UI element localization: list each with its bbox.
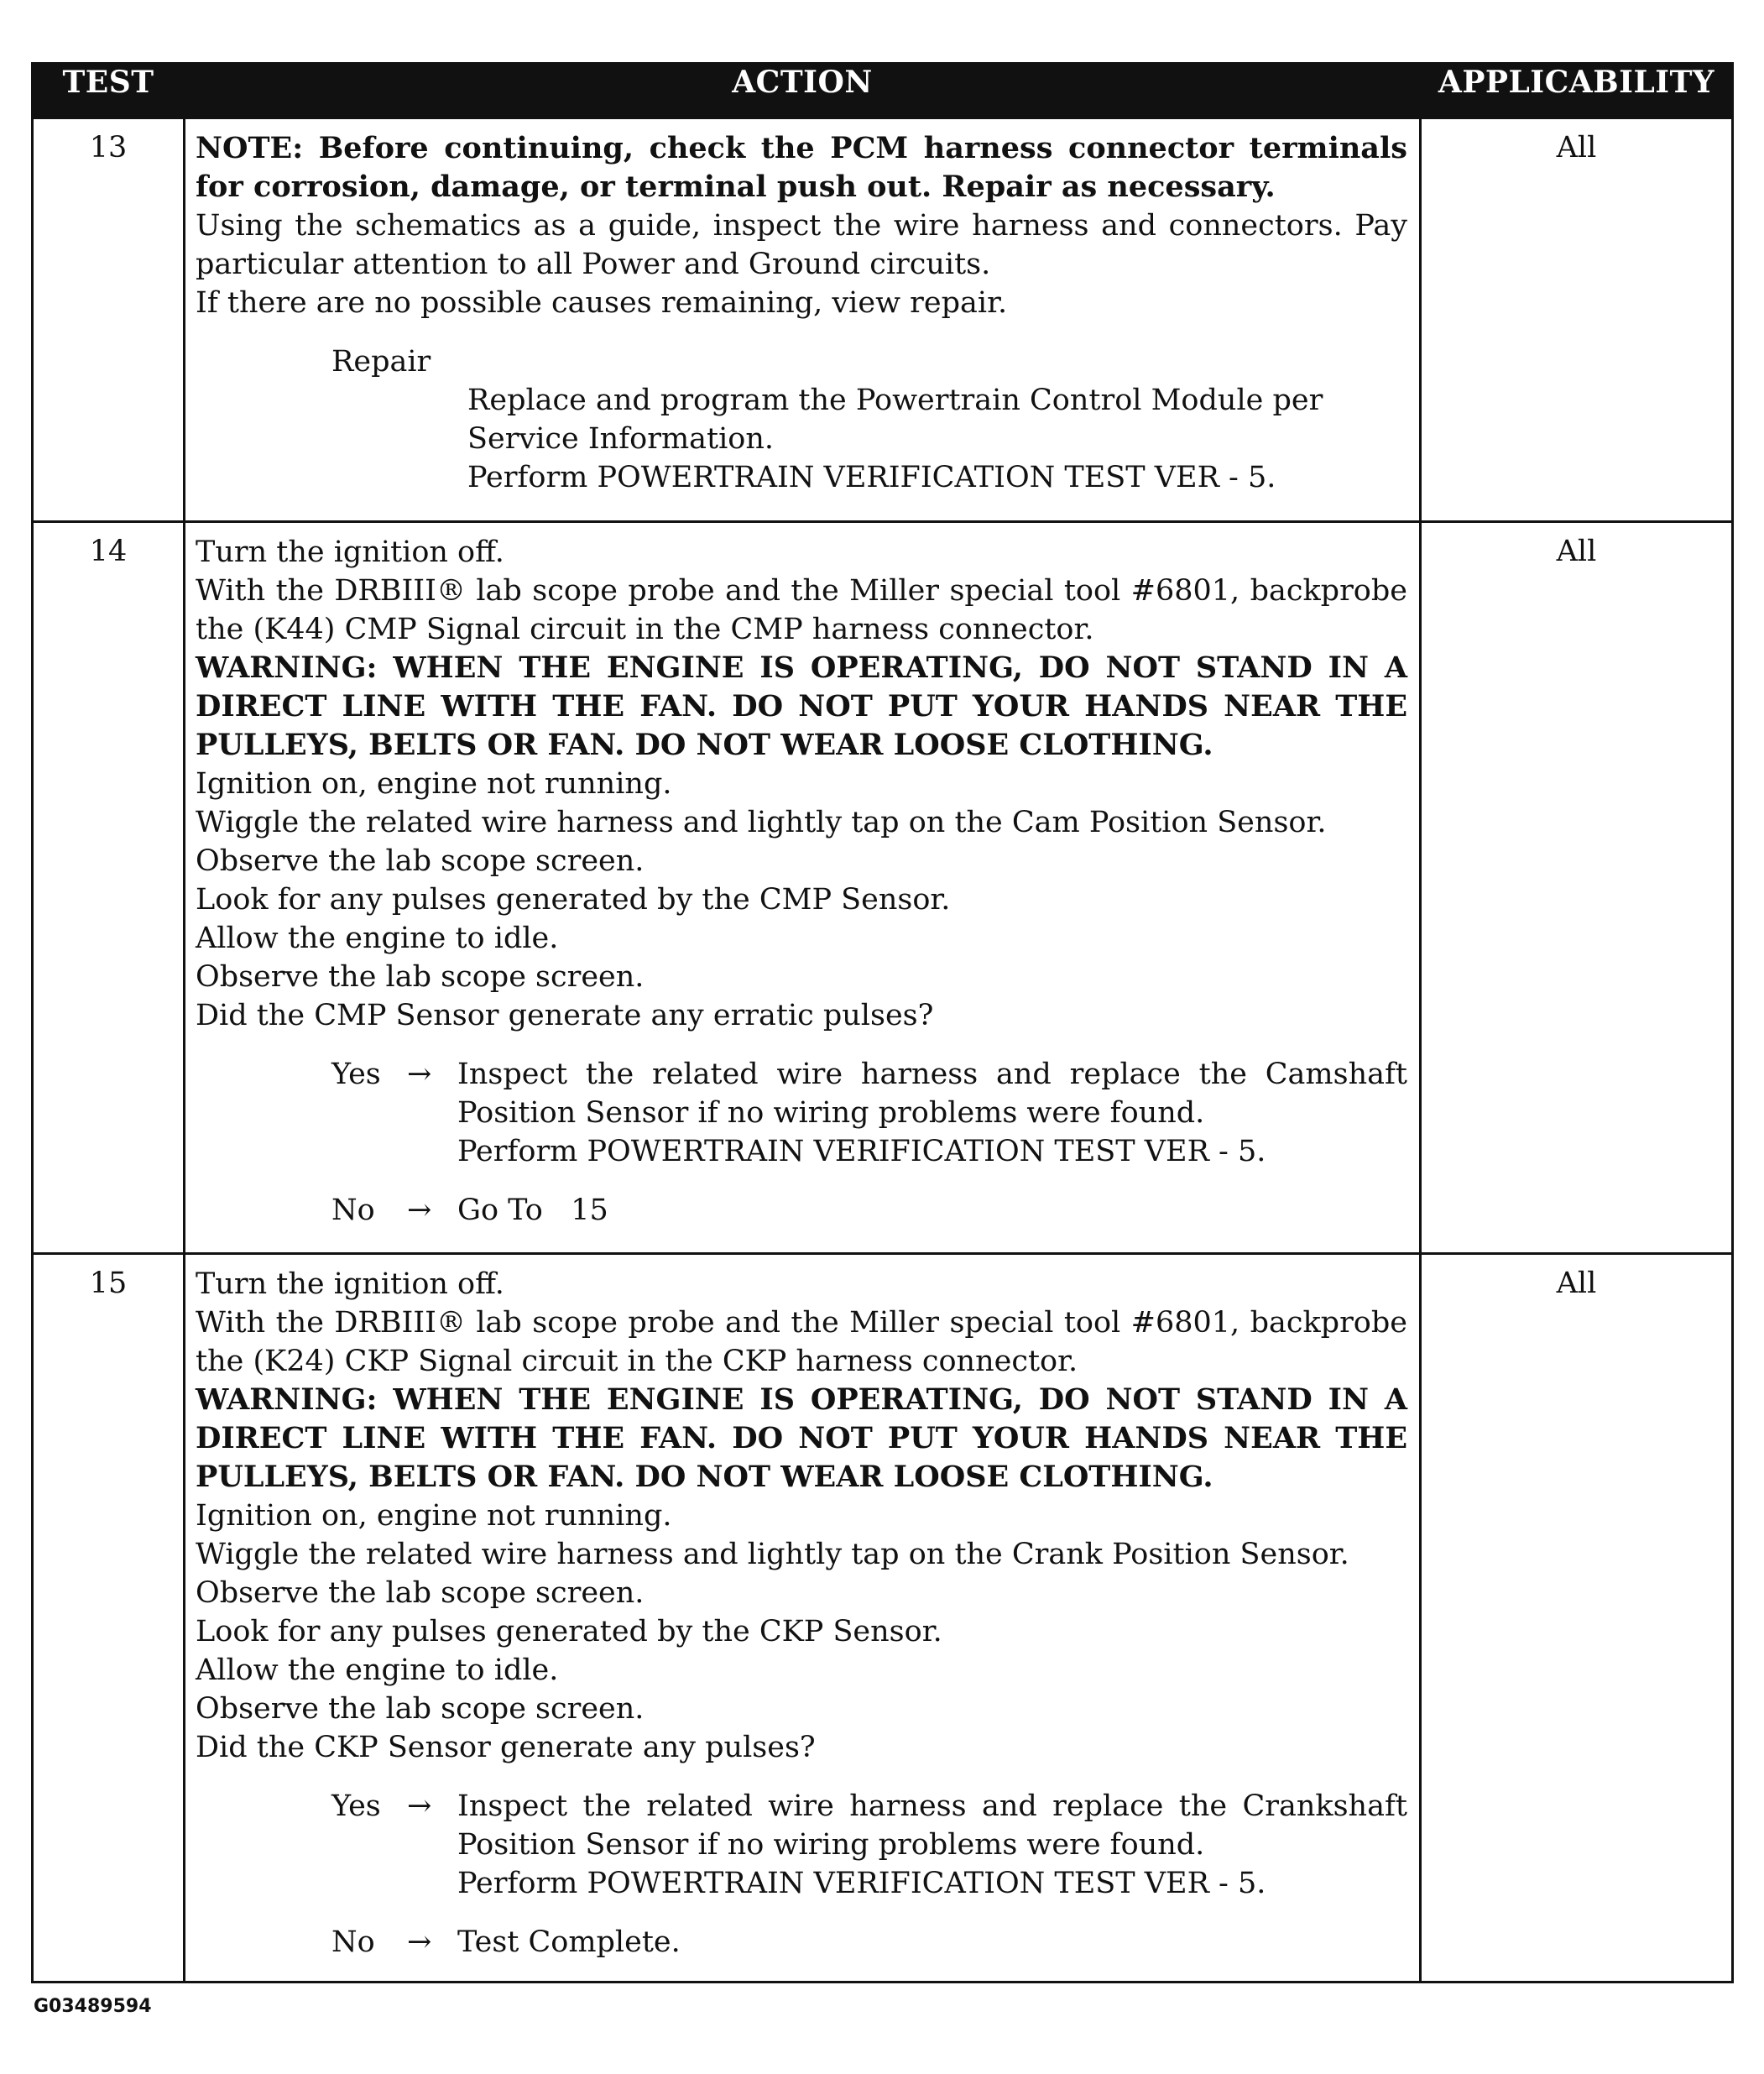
applicability-value: All (1421, 118, 1733, 522)
action-line: Observe the lab scope screen. (196, 1576, 645, 1610)
arrow-right-icon: → (407, 1058, 432, 1091)
action-line: Ignition on, engine not running. (196, 1499, 672, 1533)
action-line: Observe the lab scope screen. (196, 960, 645, 994)
applicability-value: All (1421, 1254, 1733, 1983)
no-label: No (331, 1925, 375, 1959)
action-line: Allow the engine to idle. (196, 1653, 559, 1687)
table-row (33, 1254, 1733, 1983)
yes-label: Yes (331, 1058, 381, 1091)
table-header-row (33, 64, 1733, 118)
yes-label: Yes (331, 1789, 381, 1823)
yes-line: Inspect the related wire harness and replace the Crankshaft Position Sensor if no wiring problems were found. (457, 1789, 1407, 1862)
action-line: Using the schematics as a guide, inspect the wire harness and connectors. Pay particular attention to all Power and Ground circuits. (196, 209, 1407, 281)
yes-branch (331, 1787, 1407, 1903)
no-branch (331, 1191, 1407, 1230)
action-line: Look for any pulses generated by the CMP Sensor. (196, 883, 951, 917)
warning-text: WARNING: WHEN THE ENGINE IS OPERATING, DO NOT STAND IN A DIRECT LINE WITH THE FAN. DO NOT PUT YOUR HANDS NEAR THE PULLEYS, BELTS OR FAN. DO NOT WEAR LOOSE CLOTHING. (196, 1382, 1407, 1494)
action-cell (185, 522, 1421, 1254)
arrow-right-icon: → (407, 1194, 432, 1227)
arrow-right-icon: → (407, 1925, 432, 1959)
table-row (33, 522, 1733, 1254)
no-text: Go To 15 (457, 1194, 608, 1227)
yes-branch (331, 1055, 1407, 1171)
header-test: TEST (33, 64, 185, 118)
header-applicability: APPLICABILITY (1421, 64, 1733, 118)
header-action: ACTION (185, 64, 1421, 118)
test-number: 15 (33, 1254, 185, 1983)
note-text: NOTE: Before continuing, check the PCM harness connector terminals for corrosion, damage, or terminal push out. Repair as necessary. (196, 131, 1407, 204)
action-line: Turn the ignition off. (196, 1267, 504, 1301)
action-line: Did the CMP Sensor generate any erratic pulses? (196, 999, 934, 1032)
yes-line: Perform POWERTRAIN VERIFICATION TEST VER - 5. (457, 1135, 1266, 1168)
test-number: 14 (33, 522, 185, 1254)
action-line: Allow the engine to idle. (196, 922, 559, 955)
action-line: Turn the ignition off. (196, 535, 504, 569)
diagnostic-test-table (31, 62, 1734, 1983)
action-cell (185, 1254, 1421, 1983)
action-cell (185, 118, 1421, 522)
action-line: With the DRBIII® lab scope probe and the Miller special tool #6801, backprobe the (K44) CMP Signal circuit in the CMP harness connector. (196, 574, 1407, 646)
applicability-value: All (1421, 522, 1733, 1254)
action-line: Observe the lab scope screen. (196, 1692, 645, 1726)
yes-line: Perform POWERTRAIN VERIFICATION TEST VER - 5. (457, 1867, 1266, 1900)
yes-line: Inspect the related wire harness and replace the Camshaft Position Sensor if no wiring problems were found. (457, 1058, 1407, 1130)
no-branch (331, 1923, 1407, 1962)
test-number: 13 (33, 118, 185, 522)
repair-line: Perform POWERTRAIN VERIFICATION TEST VER - 5. (467, 461, 1276, 494)
action-line: Ignition on, engine not running. (196, 767, 672, 801)
repair-label: Repair (331, 345, 431, 379)
action-line: Observe the lab scope screen. (196, 844, 645, 878)
action-line: Did the CKP Sensor generate any pulses? (196, 1731, 816, 1764)
no-label: No (331, 1194, 375, 1227)
action-line: Wiggle the related wire harness and lightly tap on the Cam Position Sensor. (196, 806, 1327, 839)
action-line: Look for any pulses generated by the CKP Sensor. (196, 1615, 942, 1648)
warning-text: WARNING: WHEN THE ENGINE IS OPERATING, DO NOT STAND IN A DIRECT LINE WITH THE FAN. DO NOT PUT YOUR HANDS NEAR THE PULLEYS, BELTS OR FAN. DO NOT WEAR LOOSE CLOTHING. (196, 650, 1407, 762)
repair-line: Replace and program the Powertrain Control Module per Service Information. (467, 384, 1323, 456)
no-text: Test Complete. (457, 1925, 681, 1959)
action-line: With the DRBIII® lab scope probe and the Miller special tool #6801, backprobe the (K24) CKP Signal circuit in the CKP harness connector. (196, 1306, 1407, 1378)
arrow-right-icon: → (407, 1789, 432, 1823)
table-row (33, 118, 1733, 522)
figure-id: G03489594 (34, 1996, 152, 2017)
action-line: Wiggle the related wire harness and lightly tap on the Crank Position Sensor. (196, 1538, 1349, 1571)
action-line: If there are no possible causes remaining, view repair. (196, 286, 1008, 320)
